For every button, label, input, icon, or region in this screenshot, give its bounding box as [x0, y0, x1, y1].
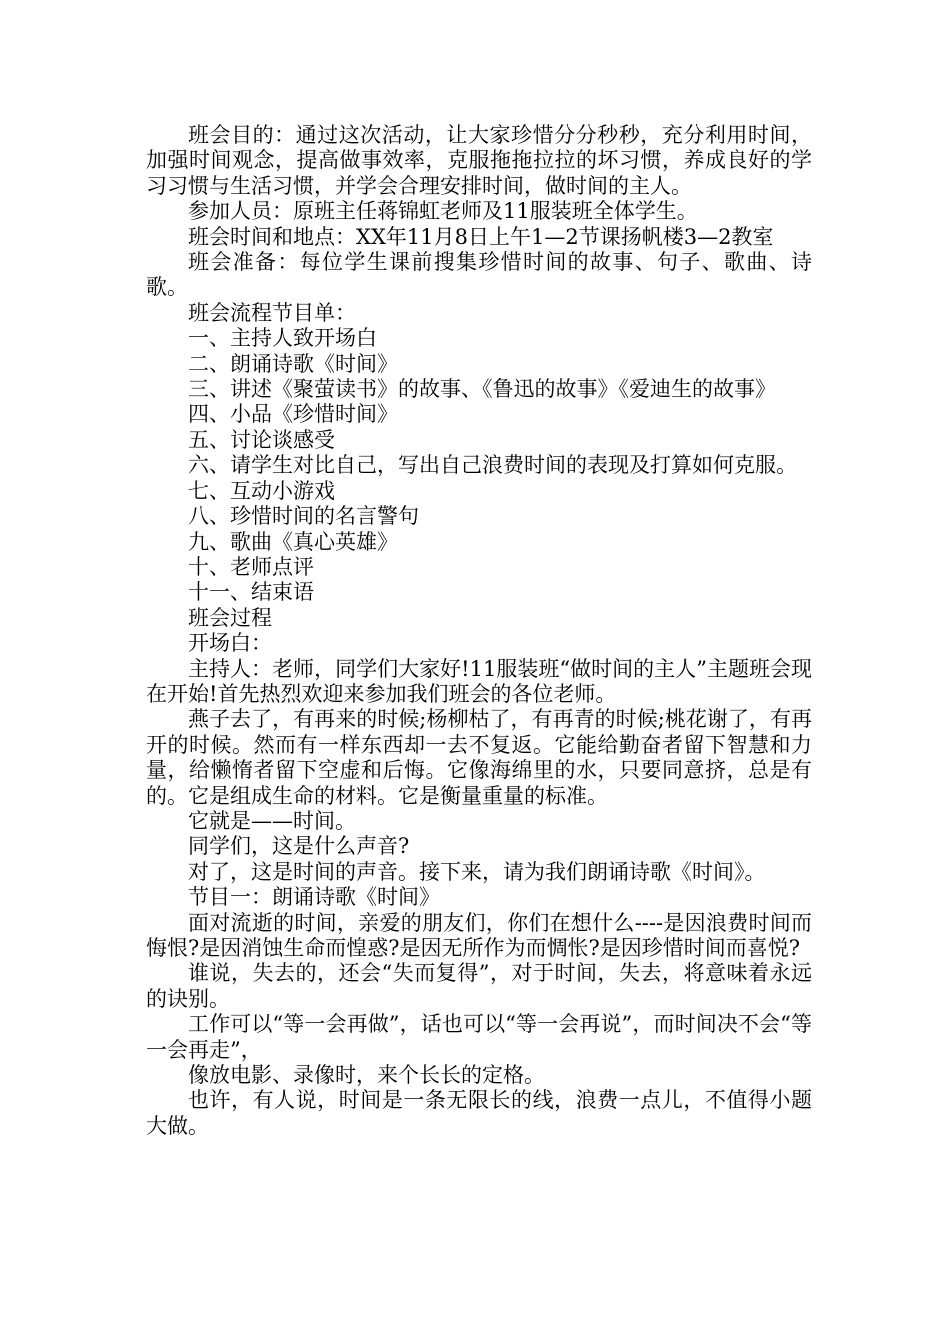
document-body: [146, 123, 812, 1139]
program-item: 九、歌曲《真心英雄》: [188, 529, 398, 554]
program-item: 八、珍惜时间的名言警句: [188, 504, 419, 529]
program-item: 五、讨论谈感受: [188, 427, 335, 452]
program-item: 二、朗诵诗歌《时间》: [188, 351, 398, 376]
paragraph: 它就是——时间。: [188, 808, 356, 833]
program-item: 四、小品《珍惜时间》: [188, 402, 398, 427]
paragraph: 对了，这是时间的声音。接下来，请为我们朗诵诗歌《时间》。: [188, 859, 766, 884]
program-item: 三、讲述《聚萤读书》的故事、《鲁迅的故事》《爱迪生的故事》: [188, 377, 776, 402]
program-item: 十一、结束语: [188, 580, 314, 605]
paragraph: 也许，有人说，时间是一条无限长的线，浪费一点儿，不值得小题大做。: [146, 1088, 812, 1138]
paragraph-participants: 参加人员：原班主任蒋锦虹老师及11服装班全体学生。: [188, 199, 698, 224]
program-item: 七、互动小游戏: [188, 478, 335, 503]
program-item: 六、请学生对比自己，写出自己浪费时间的表现及打算如何克服。: [188, 453, 797, 478]
section-heading: 班会过程: [188, 605, 272, 630]
program-item: 一、主持人致开场白: [188, 326, 377, 351]
paragraph: 主持人：老师，同学们大家好!11服装班“做时间的主人”主题班会现在开始!首先热烈欢迎来参加我们班会的各位老师。: [146, 656, 812, 706]
paragraph: 面对流逝的时间，亲爱的朋友们，你们在想什么----是因浪费时间而悔恨?是因消蚀生命而惶惑?是因无所作为而惆怅?是因珍惜时间而喜悦?: [146, 910, 812, 960]
paragraph: 燕子去了，有再来的时候;杨柳枯了，有再青的时候;桃花谢了，有再开的时候。然而有一样东西却一去不复返。它能给勤奋者留下智慧和力量，给懒惰者留下空虚和后悔。它像海绵里的水，只要同意挤，总是有的。它是组成生命的材料。它是衡量重量的标准。: [146, 707, 812, 808]
subsection-heading: 开场白：: [188, 631, 272, 656]
paragraph: 像放电影、录像时，来个长长的定格。: [188, 1063, 545, 1088]
program-item: 十、老师点评: [188, 554, 314, 579]
paragraph-purpose: 班会目的：通过这次活动，让大家珍惜分分秒秒，充分利用时间，加强时间观念，提高做事效率，克服拖拖拉拉的坏习惯，养成良好的学习习惯与生活习惯，并学会合理安排时间，做时间的主人。: [146, 123, 812, 198]
subsection-heading: 节目一：朗诵诗歌《时间》: [188, 885, 440, 910]
paragraph: 工作可以“等一会再做”，话也可以“等一会再说”，而时间决不会“等一会再走”，: [146, 1012, 812, 1062]
paragraph: 谁说，失去的，还会“失而复得”，对于时间，失去，将意味着永远的诀别。: [146, 961, 812, 1011]
paragraph: 同学们，这是什么声音?: [188, 834, 410, 859]
paragraph-preparation: 班会准备：每位学生课前搜集珍惜时间的故事、句子、歌曲、诗歌。: [146, 250, 812, 300]
paragraph-time-place: 班会时间和地点：XX年11月8日上午1—2节课扬帆楼3—2教室: [188, 224, 774, 249]
program-list-heading: 班会流程节目单：: [188, 300, 356, 325]
